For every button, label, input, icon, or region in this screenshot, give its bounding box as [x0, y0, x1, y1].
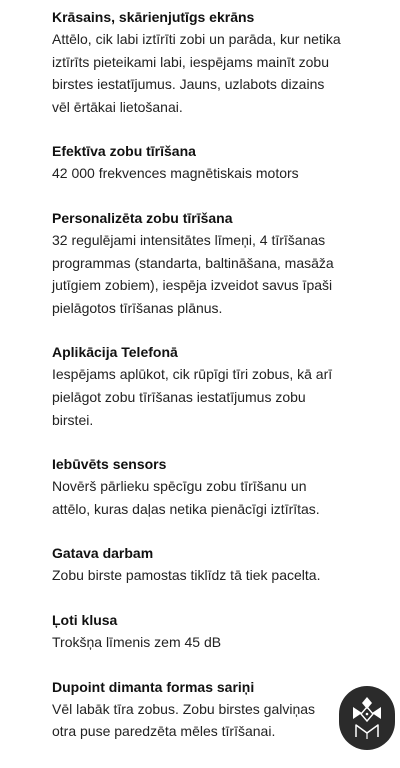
feature-description [52, 631, 392, 654]
feature-description [52, 28, 392, 118]
feature-line: Iespējams aplūkot, cik rūpīgi tīri zobus, kā arī [52, 366, 333, 383]
feature-list [52, 6, 392, 765]
feature-item [52, 140, 392, 185]
feature-line: Novērš pārlieku spēcīgu zobu tīrīšanu un [52, 478, 307, 495]
feature-item [52, 341, 392, 431]
feature-line: attēlo, kuras daļas netika pienācīgi iztīrītas. [52, 500, 320, 517]
feature-title: Iebūvēts sensors [52, 456, 167, 473]
feature-line: Attēlo, cik labi iztīrīti zobi un parāda, kur netika [52, 31, 341, 47]
feature-description [52, 363, 392, 431]
feature-item [52, 609, 392, 654]
feature-item [52, 207, 392, 319]
brand-badge-button[interactable] [339, 686, 395, 750]
feature-description [52, 229, 392, 319]
feature-item [52, 6, 392, 118]
feature-title: Gatava darbam [52, 545, 154, 562]
feature-line: jutīgiem zobiem), iespēja izveidot savus īpaši [52, 277, 333, 294]
feature-item [52, 453, 392, 520]
feature-line: pielāgotos tīrīšanas plānus. [52, 299, 223, 316]
feature-line: pielāgot zobu tīrīšanas iestatījumus zobu [52, 388, 306, 405]
feature-line: 42 000 frekvences magnētiskais motors [52, 165, 299, 182]
feature-description [52, 475, 392, 520]
feature-title: Efektīva zobu tīrīšana [52, 143, 196, 160]
brand-logo-icon [350, 695, 384, 741]
feature-title: Personalizēta zobu tīrīšana [52, 209, 233, 226]
feature-title: Aplikācija Telefonā [52, 344, 178, 361]
feature-line: Vēl labāk tīra zobus. Zobu birstes galviņas [52, 700, 316, 717]
feature-line: Trokšņa līmenis zem 45 dB [52, 633, 222, 650]
feature-title: Ļoti klusa [52, 611, 118, 628]
feature-title: Krāsains, skārienjutīgs ekrāns [52, 9, 255, 25]
feature-line: 32 regulējami intensitātes līmeņi, 4 tīrīšanas [52, 231, 326, 248]
feature-line: vēl ērtākai lietošanai. [52, 98, 183, 115]
feature-line: birstes iestatījumus. Jauns, uzlabots dizains [52, 76, 325, 93]
feature-description [52, 564, 392, 587]
feature-line: birstei. [52, 411, 94, 428]
feature-title: Dupoint dimanta formas sariņi [52, 678, 255, 695]
feature-line: Zobu birste pamostas tiklīdz tā tiek pacelta. [52, 567, 321, 584]
feature-line: programmas (standarta, baltināšana, masāža [52, 254, 334, 271]
feature-line: otra puse paredzēta mēles tīrīšanai. [52, 723, 276, 740]
feature-description [52, 162, 392, 185]
feature-item [52, 542, 392, 587]
feature-line: iztīrīts pieteikami labi, iespējams mainīt zobu [52, 53, 329, 70]
